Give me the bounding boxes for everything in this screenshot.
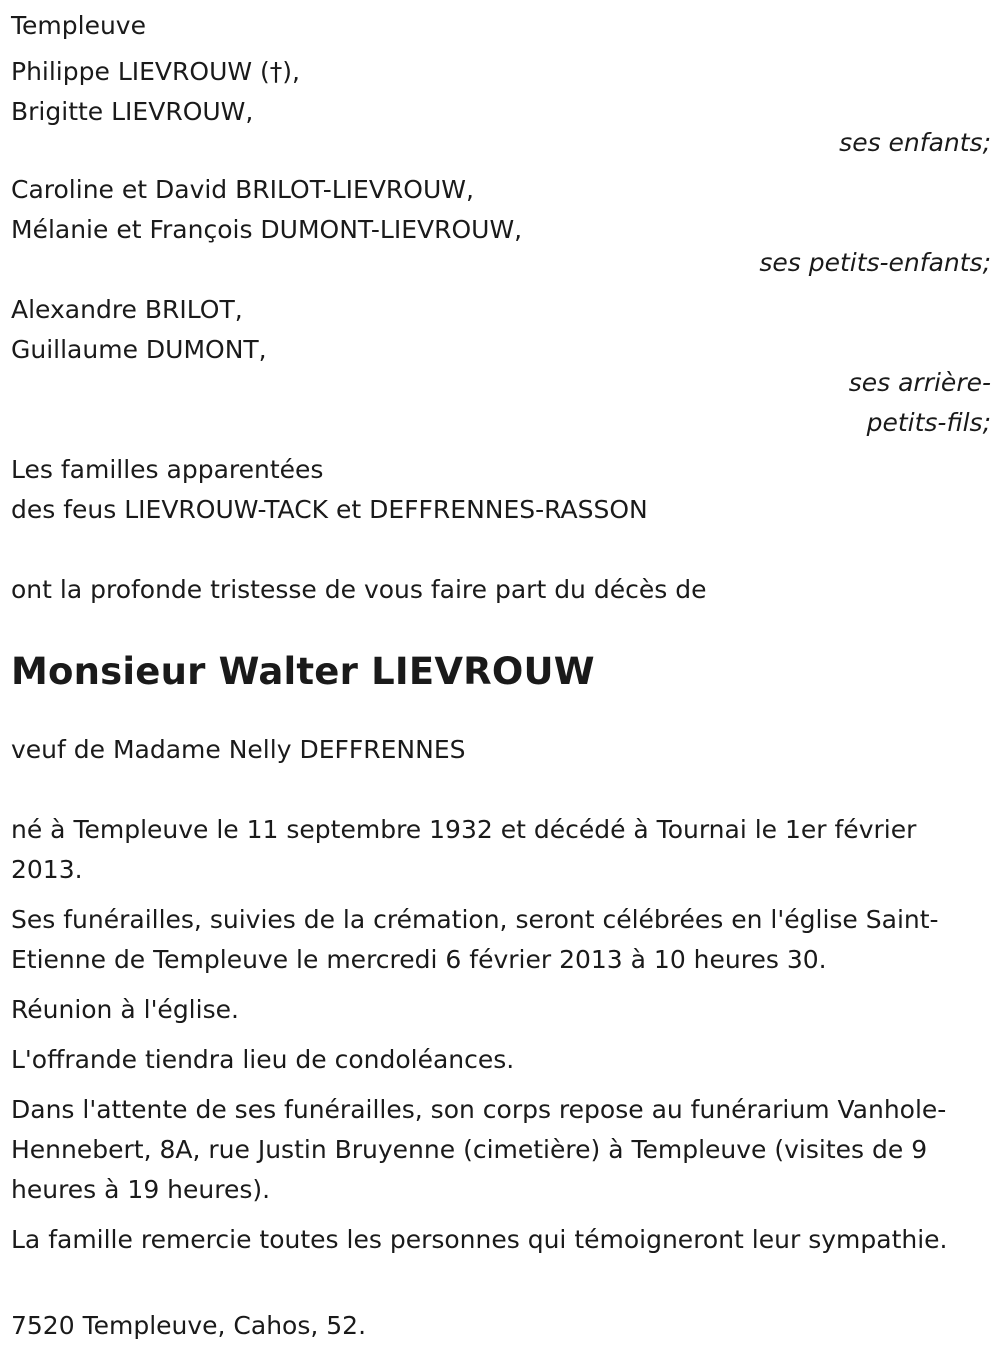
deceased-name: Monsieur Walter LIEVROUW <box>11 650 595 693</box>
announcement-text: ont la profonde tristesse de vous faire part du décès de <box>11 575 707 604</box>
address-text: 7520 Templeuve, Cahos, 52. <box>11 1311 367 1340</box>
meeting-text: Réunion à l'église. <box>11 995 239 1024</box>
child-name: Brigitte LIEVROUW, <box>11 97 254 126</box>
funeral-text: Ses funérailles, suivies de la crémation, seront célébrées en l'église Saint-Etienne de Templeuve le mercredi 6 février 2013 à 10 heures 30. <box>11 905 939 974</box>
grandchildren-block <box>11 170 991 284</box>
grandchild-name: Mélanie et François DUMONT-LIEVROUW, <box>11 215 523 244</box>
child-name: Philippe LIEVROUW (†), <box>11 57 300 86</box>
city-header: Templeuve <box>11 11 146 40</box>
families-line: des feus LIEVROUW-TACK et DEFFRENNES-RASSON <box>11 495 648 524</box>
thanks-text: La famille remercie toutes les personnes qui témoigneront leur sympathie. <box>11 1225 948 1254</box>
birth-death-text: né à Templeuve le 11 septembre 1932 et décédé à Tournai le 1er février 2013. <box>11 815 917 884</box>
children-block <box>11 52 991 164</box>
relation-label: ses arrière- <box>848 368 991 397</box>
grandchild-name: Caroline et David BRILOT-LIEVROUW, <box>11 175 474 204</box>
great-grandchild-name: Guillaume DUMONT, <box>11 335 267 364</box>
relation-label: petits-fils; <box>866 408 991 437</box>
families-line: Les familles apparentées <box>11 455 324 484</box>
great-grandchildren-block <box>11 290 991 444</box>
funerarium-text: Dans l'attente de ses funérailles, son corps repose au funérarium Vanhole-Hennebert, 8A, rue Justin Bruyenne (cimetière) à Templeuve (visites de 9 heures à 19 heures). <box>11 1095 947 1204</box>
relation-label: ses enfants; <box>839 128 991 157</box>
widower-text: veuf de Madame Nelly DEFFRENNES <box>11 735 466 764</box>
relation-label: ses petits-enfants; <box>759 248 991 277</box>
great-grandchild-name: Alexandre BRILOT, <box>11 295 243 324</box>
families-block <box>11 450 991 530</box>
offering-text: L'offrande tiendra lieu de condoléances. <box>11 1045 515 1074</box>
obituary-notice <box>11 6 991 1346</box>
